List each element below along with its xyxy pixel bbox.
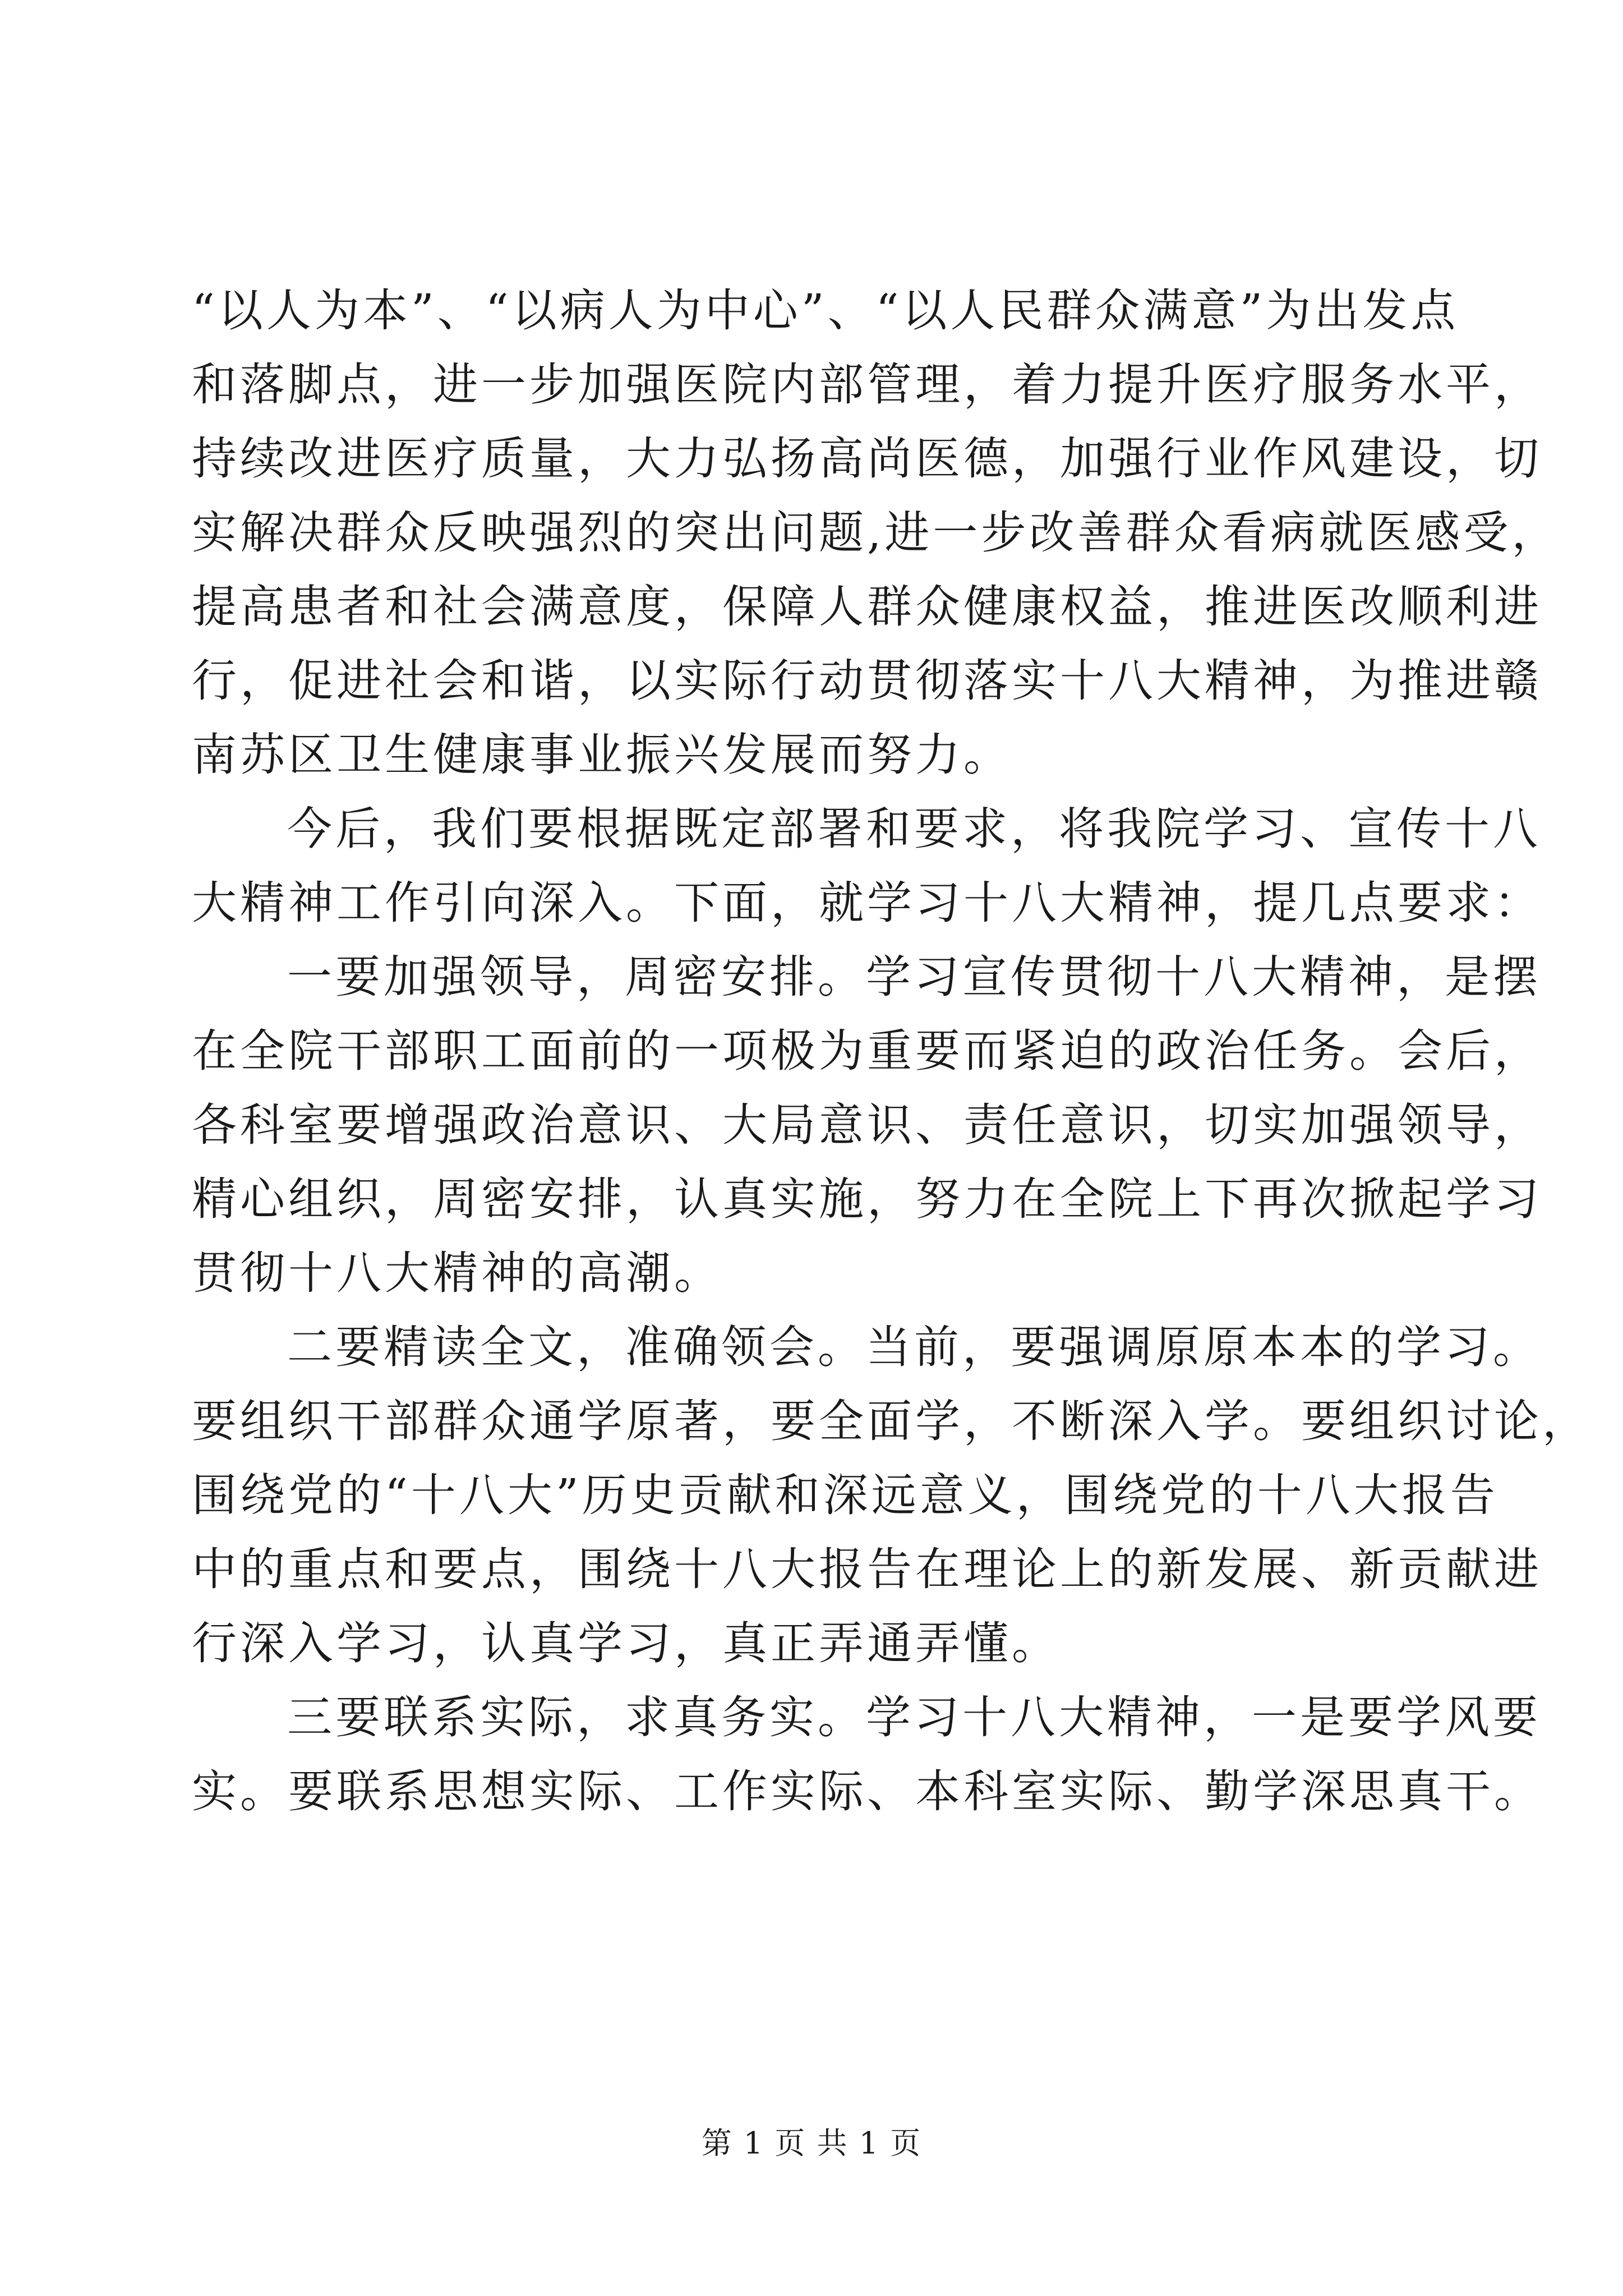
paragraph-first-line: 二要精读全文，准确领会。当前，要强调原原本本的学习。 [287, 1321, 1541, 1373]
paragraph-first-line: 今后，我们要根据既定部署和要求，将我院学习、宣传十八 [287, 803, 1541, 855]
text-line: 持续改进医疗质量，大力弘扬高尚医德，加强行业作风建设，切 [192, 432, 1542, 485]
text-line: 在全院干部职工面前的一项极为重要而紧迫的政治任务。会后， [192, 1025, 1542, 1077]
text-line: 中的重点和要点，围绕十八大报告在理论上的新发展、新贡献进 [192, 1543, 1542, 1595]
text-line: 南苏区卫生健康事业振兴发展而努力。 [192, 729, 1012, 781]
text-line: 实。要联系思想实际、工作实际、本科室实际、勤学深思真干。 [192, 1765, 1542, 1818]
text-line: 要组织干部群众通学原著，要全面学，不断深入学。要组织讨论， [192, 1395, 1590, 1447]
text-line: 实解决群众反映强烈的突出问题,进一步改善群众看病就医感受， [192, 507, 1560, 559]
text-line: 贯彻十八大精神的高潮。 [192, 1247, 722, 1299]
text-line: 各科室要增强政治意识、大局意识、责任意识，切实加强领导， [192, 1099, 1542, 1151]
text-line: 和落脚点，进一步加强医院内部管理，着力提升医疗服务水平， [192, 358, 1542, 411]
text-line: 大精神工作引向深入。下面，就学习十八大精神，提几点要求： [192, 877, 1542, 929]
paragraph-first-line: 一要加强领导，周密安排。学习宣传贯彻十八大精神，是摆 [287, 951, 1541, 1003]
text-line: 提高患者和社会满意度，保障人群众健康权益，推进医改顺利进 [192, 581, 1542, 633]
text-line: “以人为本”、“以病人为中心”、“以人民群众满意”为出发点 [192, 284, 1459, 337]
text-line: 精心组织，周密安排，认真实施，努力在全院上下再次掀起学习 [192, 1173, 1542, 1225]
text-line: 行，促进社会和谐，以实际行动贯彻落实十八大精神，为推进赣 [192, 655, 1542, 707]
page-number-footer: 第 1 页 共 1 页 [701, 2125, 922, 2161]
paragraph-first-line: 三要联系实际，求真务实。学习十八大精神，一是要学风要 [287, 1691, 1541, 1743]
text-line: 围绕党的“十八大”历史贡献和深远意义，围绕党的十八大报告 [192, 1469, 1498, 1521]
document-body [192, 274, 1590, 1829]
text-line: 行深入学习，认真学习，真正弄通弄懂。 [192, 1617, 1060, 1669]
